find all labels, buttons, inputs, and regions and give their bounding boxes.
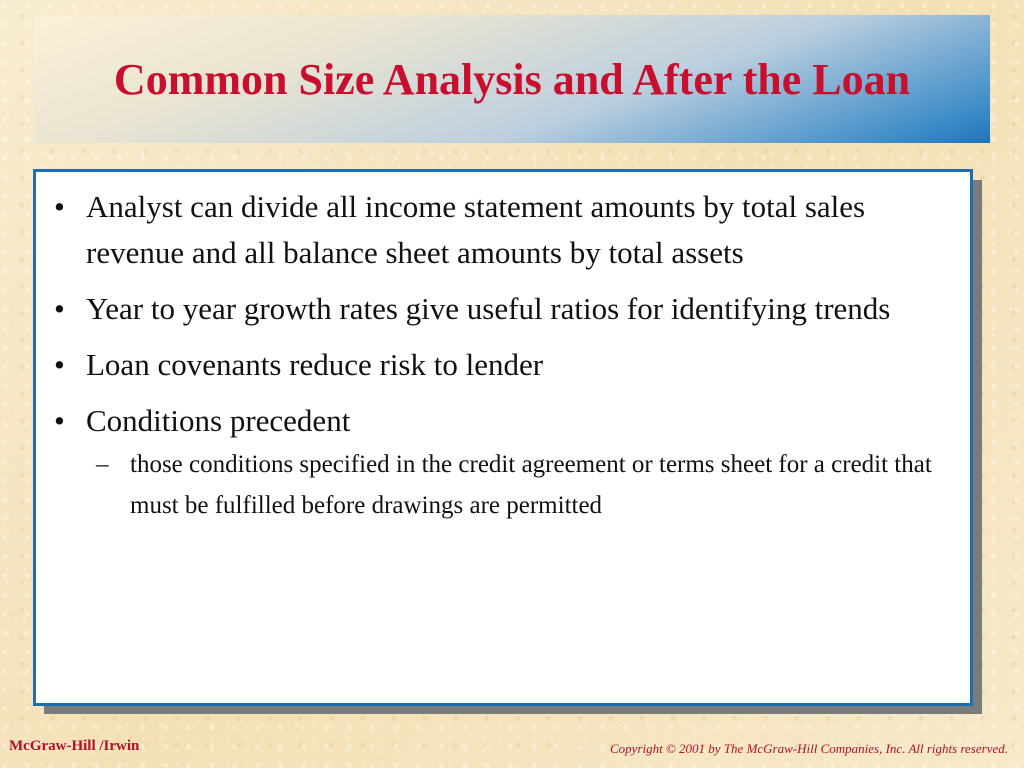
bullet-marker: • xyxy=(54,189,65,224)
bullet-marker: • xyxy=(54,347,65,382)
footer-publisher: McGraw-Hill /Irwin xyxy=(9,738,140,754)
sub-bullet-text: those conditions specified in the credit agreement or terms sheet for a credit that must be fulfilled before drawings are permitted xyxy=(130,451,932,519)
bullet-item xyxy=(46,342,946,388)
bullet-text: Year to year growth rates give useful ratios for identifying trends xyxy=(86,291,891,326)
sub-bullet-item xyxy=(86,444,946,526)
bullet-item xyxy=(46,398,946,526)
bullet-list xyxy=(46,184,946,526)
sub-bullet-list xyxy=(86,444,946,526)
footer-copyright: Copyright © 2001 by The McGraw-Hill Companies, Inc. All rights reserved. xyxy=(609,741,1008,756)
slide-title: Common Size Analysis and After the Loan xyxy=(113,54,911,104)
bullet-marker: • xyxy=(54,291,65,326)
bullet-item xyxy=(46,286,946,332)
content-box xyxy=(33,169,973,706)
bullet-text: Loan covenants reduce risk to lender xyxy=(86,347,544,382)
sub-bullet-marker: – xyxy=(96,451,109,478)
bullet-item xyxy=(46,184,946,276)
bullet-text: Analyst can divide all income statement amounts by total sales revenue and all balance sheet amounts by total assets xyxy=(86,189,866,270)
bullet-text: Conditions precedent xyxy=(86,403,351,438)
bullet-marker: • xyxy=(54,403,65,438)
title-banner xyxy=(34,15,990,143)
